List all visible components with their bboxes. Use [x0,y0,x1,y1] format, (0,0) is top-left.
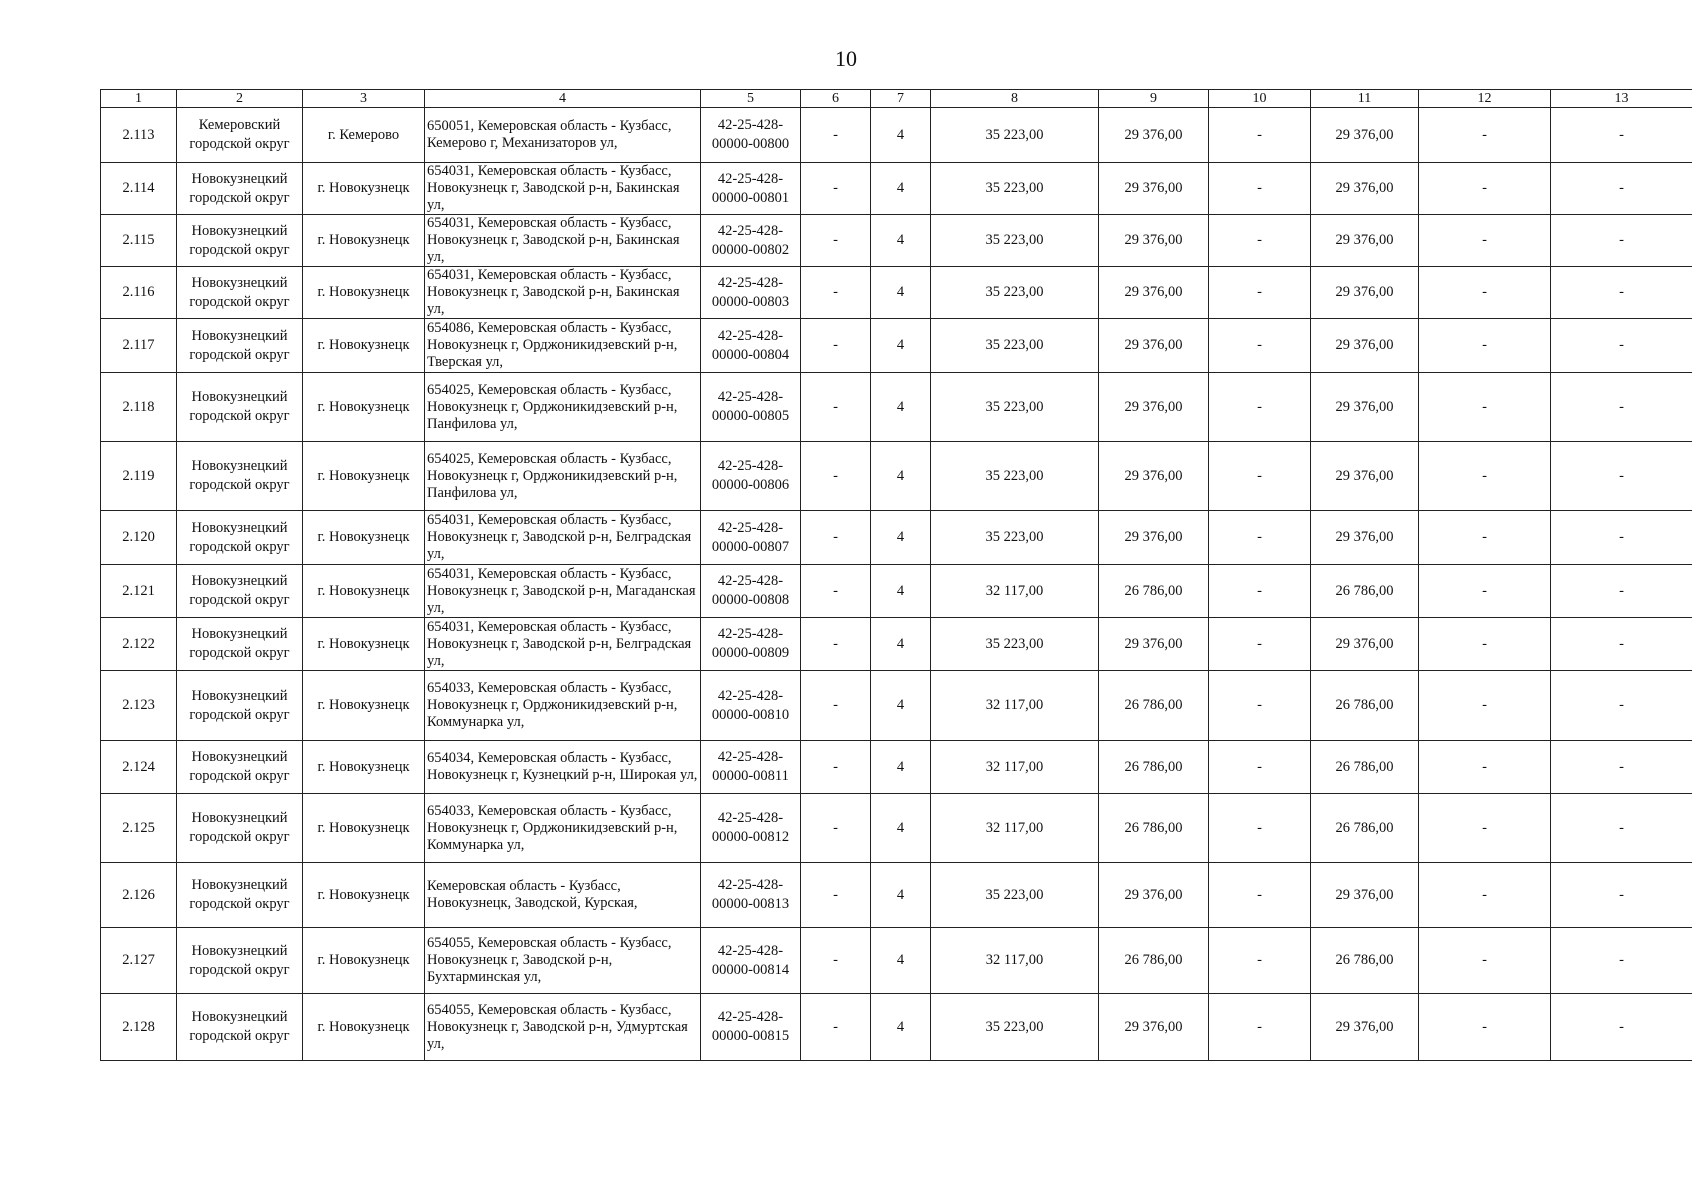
col11-cell: 26 786,00 [1311,671,1419,741]
col9-cell: 29 376,00 [1099,442,1209,511]
col10-cell: - [1209,267,1311,319]
col11-cell: 29 376,00 [1311,618,1419,671]
col13-cell: - [1551,863,1692,928]
col8-cell: 35 223,00 [931,215,1099,267]
table-row [101,215,1692,267]
code-cell: 42-25-428-00000-00800 [701,108,801,163]
col12-cell: - [1419,741,1551,794]
col7-cell: 4 [871,741,931,794]
col7-cell: 4 [871,511,931,565]
col6-cell: - [801,794,871,863]
col8-cell: 32 117,00 [931,928,1099,994]
col9-cell: 29 376,00 [1099,267,1209,319]
table-row [101,267,1692,319]
city-cell: г. Новокузнецк [303,994,425,1061]
code-cell: 42-25-428-00000-00811 [701,741,801,794]
col10-cell: - [1209,671,1311,741]
col10-cell: - [1209,442,1311,511]
code-cell: 42-25-428-00000-00812 [701,794,801,863]
code-cell: 42-25-428-00000-00808 [701,565,801,618]
col9-cell: 29 376,00 [1099,863,1209,928]
col9-cell: 26 786,00 [1099,671,1209,741]
district-cell: Новокузнецкий городской округ [177,373,303,442]
row-number: 2.113 [101,108,177,163]
col10-cell: - [1209,741,1311,794]
city-cell: г. Новокузнецк [303,319,425,373]
row-number: 2.121 [101,565,177,618]
col6-cell: - [801,442,871,511]
column-header: 12 [1419,90,1551,108]
col11-cell: 29 376,00 [1311,373,1419,442]
address-cell: 654055, Кемеровская область - Кузбасс, Новокузнецк г, Заводской р-н, Бухтарминская ул, [425,928,701,994]
address-cell: 654031, Кемеровская область - Кузбасс, Новокузнецк г, Заводской р-н, Бакинская ул, [425,215,701,267]
column-header: 5 [701,90,801,108]
city-cell: г. Новокузнецк [303,565,425,618]
district-cell: Новокузнецкий городской округ [177,863,303,928]
address-cell: 654031, Кемеровская область - Кузбасс, Новокузнецк г, Заводской р-н, Бакинская ул, [425,163,701,215]
row-number: 2.117 [101,319,177,373]
city-cell: г. Кемерово [303,108,425,163]
col13-cell: - [1551,794,1692,863]
col9-cell: 26 786,00 [1099,565,1209,618]
col6-cell: - [801,267,871,319]
col7-cell: 4 [871,163,931,215]
col6-cell: - [801,928,871,994]
col7-cell: 4 [871,565,931,618]
col12-cell: - [1419,442,1551,511]
table-row [101,994,1692,1061]
col12-cell: - [1419,618,1551,671]
col13-cell: - [1551,108,1692,163]
col7-cell: 4 [871,442,931,511]
col11-cell: 29 376,00 [1311,108,1419,163]
col12-cell: - [1419,319,1551,373]
city-cell: г. Новокузнецк [303,373,425,442]
col9-cell: 29 376,00 [1099,618,1209,671]
row-number: 2.125 [101,794,177,863]
col13-cell: - [1551,163,1692,215]
code-cell: 42-25-428-00000-00813 [701,863,801,928]
col9-cell: 29 376,00 [1099,215,1209,267]
city-cell: г. Новокузнецк [303,863,425,928]
col13-cell: - [1551,671,1692,741]
table-row [101,618,1692,671]
column-header: 1 [101,90,177,108]
city-cell: г. Новокузнецк [303,163,425,215]
district-cell: Новокузнецкий городской округ [177,671,303,741]
col12-cell: - [1419,511,1551,565]
col12-cell: - [1419,565,1551,618]
col12-cell: - [1419,267,1551,319]
col8-cell: 35 223,00 [931,863,1099,928]
row-number: 2.127 [101,928,177,994]
row-number: 2.120 [101,511,177,565]
table-row [101,928,1692,994]
district-cell: Новокузнецкий городской округ [177,163,303,215]
row-number: 2.115 [101,215,177,267]
col8-cell: 35 223,00 [931,442,1099,511]
column-header: 11 [1311,90,1419,108]
col6-cell: - [801,994,871,1061]
col7-cell: 4 [871,108,931,163]
col7-cell: 4 [871,994,931,1061]
col11-cell: 26 786,00 [1311,794,1419,863]
code-cell: 42-25-428-00000-00806 [701,442,801,511]
col8-cell: 35 223,00 [931,373,1099,442]
col7-cell: 4 [871,267,931,319]
city-cell: г. Новокузнецк [303,741,425,794]
column-header: 7 [871,90,931,108]
col13-cell: - [1551,442,1692,511]
city-cell: г. Новокузнецк [303,442,425,511]
row-number: 2.114 [101,163,177,215]
col6-cell: - [801,671,871,741]
district-cell: Новокузнецкий городской округ [177,618,303,671]
col6-cell: - [801,565,871,618]
col11-cell: 29 376,00 [1311,267,1419,319]
col12-cell: - [1419,928,1551,994]
col11-cell: 26 786,00 [1311,928,1419,994]
district-cell: Новокузнецкий городской округ [177,511,303,565]
table-row [101,863,1692,928]
city-cell: г. Новокузнецк [303,794,425,863]
col13-cell: - [1551,994,1692,1061]
district-cell: Новокузнецкий городской округ [177,442,303,511]
col7-cell: 4 [871,863,931,928]
col10-cell: - [1209,928,1311,994]
address-cell: 654031, Кемеровская область - Кузбасс, Новокузнецк г, Заводской р-н, Магаданская ул, [425,565,701,618]
table-row [101,511,1692,565]
col11-cell: 29 376,00 [1311,442,1419,511]
col9-cell: 29 376,00 [1099,163,1209,215]
col10-cell: - [1209,108,1311,163]
address-cell: 654034, Кемеровская область - Кузбасс, Новокузнецк г, Кузнецкий р-н, Широкая ул, [425,741,701,794]
header-row [101,90,1692,108]
col7-cell: 4 [871,794,931,863]
col6-cell: - [801,108,871,163]
col8-cell: 32 117,00 [931,565,1099,618]
address-cell: 654031, Кемеровская область - Кузбасс, Новокузнецк г, Заводской р-н, Белградская ул, [425,511,701,565]
col6-cell: - [801,741,871,794]
col7-cell: 4 [871,671,931,741]
address-cell: 654031, Кемеровская область - Кузбасс, Новокузнецк г, Заводской р-н, Белградская ул, [425,618,701,671]
col13-cell: - [1551,215,1692,267]
table-row [101,319,1692,373]
city-cell: г. Новокузнецк [303,511,425,565]
address-cell: 654033, Кемеровская область - Кузбасс, Новокузнецк г, Орджоникидзевский р-н, Коммунарка ул, [425,794,701,863]
district-cell: Новокузнецкий городской округ [177,565,303,618]
col6-cell: - [801,319,871,373]
col9-cell: 29 376,00 [1099,108,1209,163]
code-cell: 42-25-428-00000-00814 [701,928,801,994]
column-header: 10 [1209,90,1311,108]
col7-cell: 4 [871,618,931,671]
col11-cell: 29 376,00 [1311,319,1419,373]
address-cell: 654025, Кемеровская область - Кузбасс, Новокузнецк г, Орджоникидзевский р-н, Панфилова ул, [425,442,701,511]
registry-table [100,89,1692,1061]
col10-cell: - [1209,863,1311,928]
col6-cell: - [801,511,871,565]
col11-cell: 29 376,00 [1311,163,1419,215]
code-cell: 42-25-428-00000-00815 [701,994,801,1061]
col7-cell: 4 [871,928,931,994]
col10-cell: - [1209,511,1311,565]
col10-cell: - [1209,794,1311,863]
address-cell: 654025, Кемеровская область - Кузбасс, Новокузнецк г, Орджоникидзевский р-н, Панфилова ул, [425,373,701,442]
address-cell: 654031, Кемеровская область - Кузбасс, Новокузнецк г, Заводской р-н, Бакинская ул, [425,267,701,319]
district-cell: Новокузнецкий городской округ [177,794,303,863]
district-cell: Новокузнецкий городской округ [177,741,303,794]
district-cell: Новокузнецкий городской округ [177,928,303,994]
code-cell: 42-25-428-00000-00807 [701,511,801,565]
col9-cell: 26 786,00 [1099,794,1209,863]
district-cell: Новокузнецкий городской округ [177,319,303,373]
col13-cell: - [1551,741,1692,794]
address-cell: Кемеровская область - Кузбасс, Новокузнецк, Заводской, Курская, [425,863,701,928]
col10-cell: - [1209,163,1311,215]
code-cell: 42-25-428-00000-00802 [701,215,801,267]
row-number: 2.119 [101,442,177,511]
col8-cell: 35 223,00 [931,108,1099,163]
col11-cell: 29 376,00 [1311,994,1419,1061]
code-cell: 42-25-428-00000-00809 [701,618,801,671]
city-cell: г. Новокузнецк [303,671,425,741]
col12-cell: - [1419,794,1551,863]
col8-cell: 35 223,00 [931,319,1099,373]
col6-cell: - [801,163,871,215]
column-header: 6 [801,90,871,108]
row-number: 2.118 [101,373,177,442]
table-row [101,108,1692,163]
col9-cell: 29 376,00 [1099,511,1209,565]
col10-cell: - [1209,994,1311,1061]
city-cell: г. Новокузнецк [303,267,425,319]
col8-cell: 35 223,00 [931,163,1099,215]
col9-cell: 26 786,00 [1099,928,1209,994]
col7-cell: 4 [871,373,931,442]
code-cell: 42-25-428-00000-00803 [701,267,801,319]
address-cell: 654055, Кемеровская область - Кузбасс, Новокузнецк г, Заводской р-н, Удмуртская ул, [425,994,701,1061]
col6-cell: - [801,618,871,671]
district-cell: Кемеровский городской округ [177,108,303,163]
col7-cell: 4 [871,215,931,267]
code-cell: 42-25-428-00000-00804 [701,319,801,373]
col10-cell: - [1209,215,1311,267]
col12-cell: - [1419,994,1551,1061]
col13-cell: - [1551,511,1692,565]
table-row [101,741,1692,794]
code-cell: 42-25-428-00000-00810 [701,671,801,741]
row-number: 2.124 [101,741,177,794]
col11-cell: 26 786,00 [1311,741,1419,794]
col10-cell: - [1209,565,1311,618]
col11-cell: 26 786,00 [1311,565,1419,618]
col13-cell: - [1551,618,1692,671]
col6-cell: - [801,863,871,928]
col11-cell: 29 376,00 [1311,215,1419,267]
column-header: 2 [177,90,303,108]
code-cell: 42-25-428-00000-00801 [701,163,801,215]
col9-cell: 29 376,00 [1099,373,1209,442]
col12-cell: - [1419,671,1551,741]
row-number: 2.128 [101,994,177,1061]
col10-cell: - [1209,618,1311,671]
city-cell: г. Новокузнецк [303,215,425,267]
table-row [101,442,1692,511]
col13-cell: - [1551,319,1692,373]
col7-cell: 4 [871,319,931,373]
page-number: 10 [835,46,857,71]
col13-cell: - [1551,373,1692,442]
col13-cell: - [1551,928,1692,994]
column-header: 13 [1551,90,1692,108]
table-row [101,671,1692,741]
col11-cell: 29 376,00 [1311,863,1419,928]
district-cell: Новокузнецкий городской округ [177,994,303,1061]
row-number: 2.122 [101,618,177,671]
col12-cell: - [1419,373,1551,442]
address-cell: 654033, Кемеровская область - Кузбасс, Новокузнецк г, Орджоникидзевский р-н, Коммунарка ул, [425,671,701,741]
table-row [101,163,1692,215]
column-header: 8 [931,90,1099,108]
col13-cell: - [1551,267,1692,319]
col11-cell: 29 376,00 [1311,511,1419,565]
city-cell: г. Новокузнецк [303,928,425,994]
col8-cell: 35 223,00 [931,267,1099,319]
col8-cell: 35 223,00 [931,511,1099,565]
col12-cell: - [1419,215,1551,267]
col12-cell: - [1419,163,1551,215]
col12-cell: - [1419,108,1551,163]
row-number: 2.116 [101,267,177,319]
col10-cell: - [1209,373,1311,442]
column-header: 4 [425,90,701,108]
col8-cell: 32 117,00 [931,794,1099,863]
col8-cell: 32 117,00 [931,671,1099,741]
table-row [101,794,1692,863]
row-number: 2.126 [101,863,177,928]
table-row [101,373,1692,442]
column-header: 9 [1099,90,1209,108]
district-cell: Новокузнецкий городской округ [177,267,303,319]
col6-cell: - [801,373,871,442]
col8-cell: 32 117,00 [931,741,1099,794]
code-cell: 42-25-428-00000-00805 [701,373,801,442]
col13-cell: - [1551,565,1692,618]
district-cell: Новокузнецкий городской округ [177,215,303,267]
column-header: 3 [303,90,425,108]
col10-cell: - [1209,319,1311,373]
city-cell: г. Новокузнецк [303,618,425,671]
col12-cell: - [1419,863,1551,928]
row-number: 2.123 [101,671,177,741]
col9-cell: 29 376,00 [1099,319,1209,373]
address-cell: 654086, Кемеровская область - Кузбасс, Новокузнецк г, Орджоникидзевский р-н, Тверская ул, [425,319,701,373]
address-cell: 650051, Кемеровская область - Кузбасс, Кемерово г, Механизаторов ул, [425,108,701,163]
table-row [101,565,1692,618]
col9-cell: 26 786,00 [1099,741,1209,794]
col8-cell: 35 223,00 [931,994,1099,1061]
col9-cell: 29 376,00 [1099,994,1209,1061]
col6-cell: - [801,215,871,267]
col8-cell: 35 223,00 [931,618,1099,671]
